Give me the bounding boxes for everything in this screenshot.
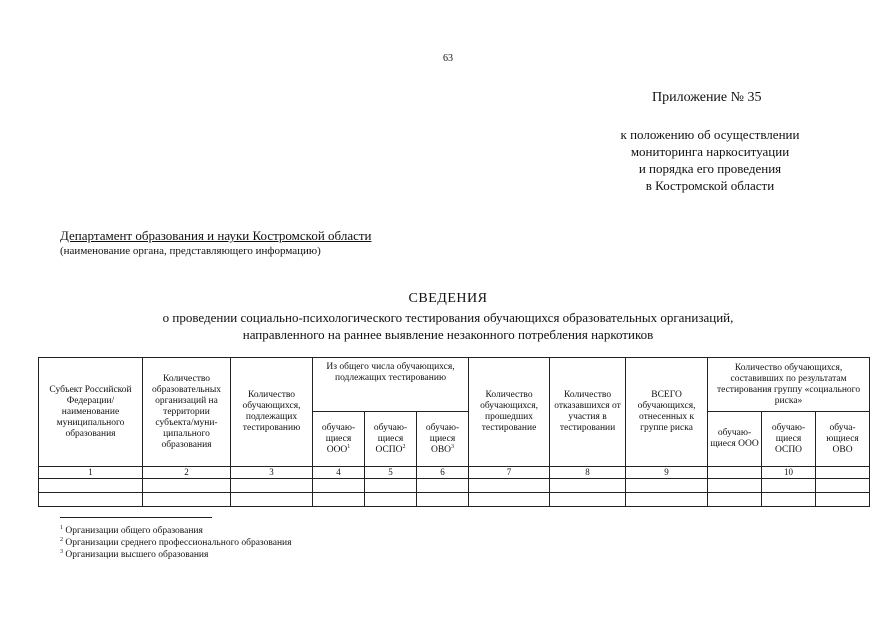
table-cell: [550, 493, 626, 507]
header-row: [39, 358, 870, 412]
table-cell: [708, 493, 762, 507]
report-table: [38, 357, 870, 507]
table-cell: [417, 479, 469, 493]
footnote-mark: 2: [60, 536, 63, 543]
table-cell: [762, 479, 816, 493]
footnote-ref: 2: [402, 443, 406, 450]
footnote-divider: [60, 517, 212, 518]
column-number: 5: [365, 467, 417, 479]
table-cell: [231, 479, 313, 493]
table-cell: [143, 493, 231, 507]
report-subtitle-line: направленного на раннее выявление незаконного потребления наркотиков: [242, 327, 654, 342]
subheader-ospo-label: обучаю-щиеся ОСПО: [373, 422, 408, 455]
footnote-mark: 1: [60, 524, 63, 531]
column-number: 6: [417, 467, 469, 479]
footnote: [60, 550, 208, 561]
column-number: 3: [231, 467, 313, 479]
appendix-line: мониторинга наркоситуации: [630, 144, 790, 159]
table-cell: [417, 493, 469, 507]
footnote: [60, 526, 203, 537]
header-subject: Субъект Российской Федерации/ наименование муниципального образования: [39, 358, 143, 467]
table-cell: [39, 493, 143, 507]
subheader-ooo-label: обучаю-щиеся ООО: [321, 422, 356, 455]
table-row: [39, 493, 870, 507]
table-cell: [762, 493, 816, 507]
header-refused: Количество отказавшихся от участия в тестировании: [550, 358, 626, 467]
table-cell: [550, 479, 626, 493]
footnote-ref: 1: [347, 443, 351, 450]
table-cell: [313, 493, 365, 507]
department-caption: (наименование органа, представляющего информацию): [60, 245, 321, 257]
risk-subheader-ospo: обучаю-щиеся ОСПО: [762, 412, 816, 467]
table-cell: [313, 479, 365, 493]
table-cell: [626, 479, 708, 493]
appendix-title: Приложение № 35: [652, 90, 762, 105]
footnote: [60, 538, 292, 549]
column-number: 1: [39, 467, 143, 479]
column-number: 2: [143, 467, 231, 479]
header-tested: Количество обучающихся, прошедших тестирование: [469, 358, 550, 467]
table-cell: [469, 493, 550, 507]
footnote-ref: 3: [451, 443, 455, 450]
appendix-line: к положению об осуществлении: [620, 127, 800, 142]
subheader-ooo: [313, 412, 365, 467]
column-number: 7: [469, 467, 550, 479]
footnote-text: Организации среднего профессионального образования: [65, 538, 292, 548]
table-row: [39, 479, 870, 493]
subheader-ovo-label: обучаю-щиеся ОВО: [425, 422, 460, 455]
risk-subheader-ovo: обуча-ющиеся ОВО: [816, 412, 870, 467]
table-cell: [39, 479, 143, 493]
table-cell: [365, 493, 417, 507]
header-students-to-test: Количество обучающихся, подлежащих тестированию: [231, 358, 313, 467]
table-cell: [469, 479, 550, 493]
column-number-empty: [708, 467, 762, 479]
table-cell: [626, 493, 708, 507]
header-of-total-group: Из общего числа обучающихся, подлежащих тестированию: [313, 358, 469, 412]
table-cell: [143, 479, 231, 493]
table-cell: [816, 493, 870, 507]
subheader-ovo: [417, 412, 469, 467]
column-number: 10: [762, 467, 816, 479]
column-number: 9: [626, 467, 708, 479]
report-subtitle-line: о проведении социально-психологического тестирования обучающихся образовательных организаций,: [162, 310, 734, 325]
appendix-line: в Костромской области: [645, 178, 775, 193]
header-risk-group: Количество обучающихся, составивших по результатам тестирования группу «социального риска»: [708, 358, 870, 412]
footnote-text: Организации общего образования: [65, 526, 203, 536]
subheader-ospo: [365, 412, 417, 467]
header-total-risk: ВСЕГО обучающихся, отнесенных к группе риска: [626, 358, 708, 467]
appendix-line: и порядка его проведения: [638, 161, 782, 176]
header-org-count: Количество образовательных организаций на территории субъекта/муни-ципального образования: [143, 358, 231, 467]
footnote-text: Организации высшего образования: [65, 550, 209, 560]
table-cell: [365, 479, 417, 493]
column-number-empty: [816, 467, 870, 479]
department-name: Департамент образования и науки Костромской области: [60, 228, 372, 243]
table-cell: [231, 493, 313, 507]
column-number: 4: [313, 467, 365, 479]
report-title: СВЕДЕНИЯ: [408, 291, 488, 306]
column-number: 8: [550, 467, 626, 479]
page-number: 63: [443, 53, 453, 64]
table-cell: [816, 479, 870, 493]
column-number-row: [39, 467, 870, 479]
risk-subheader-ooo: обучаю-щиеся ООО: [708, 412, 762, 467]
footnote-mark: 3: [60, 548, 63, 555]
table-cell: [708, 479, 762, 493]
